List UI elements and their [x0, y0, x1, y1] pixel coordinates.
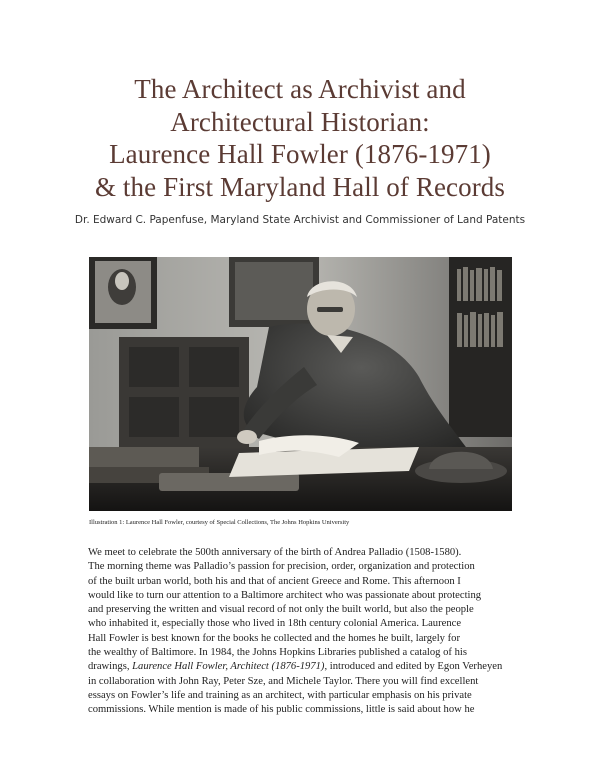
body-line: in collaboration with John Ray, Peter Sze, and Michele Taylor. There you will find excellent: [88, 675, 479, 687]
body-line: Hall Fowler is best known for the books he collected and the homes he built, largely for: [88, 632, 460, 644]
title-line-3: Laurence Hall Fowler (1876-1971): [109, 139, 491, 169]
title-line-1: The Architect as Archivist and: [134, 74, 466, 104]
body-line: and preserving the written and visual record of not only the built world, but also the people: [88, 604, 474, 616]
body-line: We meet to celebrate the 500th anniversary of the birth of Andrea Palladio (1508-1580).: [88, 547, 462, 558]
photo-illustration: [89, 257, 512, 511]
body-line: who inhabited it, especially those who lived in 18th century colonial America. Laurence: [88, 618, 462, 630]
body-line: The morning theme was Palladio’s passion for precision, order, organization and protection: [88, 561, 475, 573]
body-line: of the built urban world, both his and that of ancient Greece and Rome. This afternoon I: [88, 575, 461, 587]
figure-caption: Illustration 1: Laurence Hall Fowler, courtesy of Special Collections, The Johns Hopkins University: [89, 519, 350, 526]
book-title-italic: Laurence Hall Fowler, Architect (1876-1971): [132, 661, 325, 673]
body-line: would like to turn our attention to a Baltimore architect who was passionate about protecting: [88, 589, 482, 601]
body-line: the wealthy of Baltimore. In 1984, the Johns Hopkins Libraries published a catalog of his: [88, 647, 467, 659]
body-line: commissions. While mention is made of his public commissions, little is said about how he: [88, 704, 475, 716]
title-line-4: & the First Maryland Hall of Records: [94, 171, 506, 202]
author-line: Dr. Edward C. Papenfuse, Maryland State Archivist and Commissioner of Land Patents: [74, 214, 526, 226]
body-text-segment: drawings,: [88, 661, 133, 673]
title-line-2: Architectural Historian:: [170, 106, 430, 137]
body-line: essays on Fowler’s life and training as an architect, with particular emphasis on his private: [88, 689, 472, 701]
body-text: [88, 546, 528, 718]
portrait-photo: [89, 257, 512, 511]
body-line: [88, 660, 528, 674]
body-text-segment: , introduced and edited by Egon Verheyen: [324, 661, 503, 673]
document-title: [40, 73, 560, 203]
